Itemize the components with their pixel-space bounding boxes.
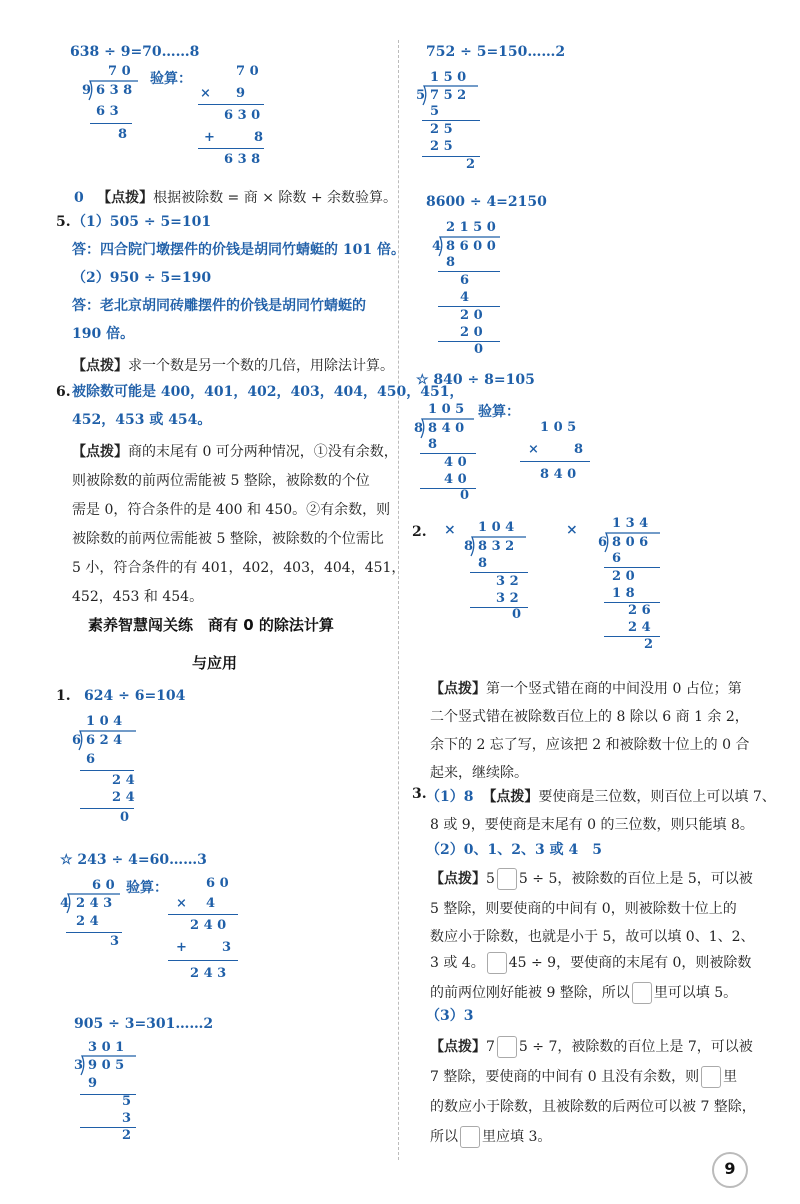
blank-box [497,1036,517,1058]
section-title-cont: 与应用 [192,654,238,672]
hint-text: 里应填 3。 [482,1129,552,1145]
rule-line [198,148,264,149]
q3-part2-hint-2: 5 整除，则要使商的中间有 0，则被除数十位上的 [430,901,737,917]
hint-label: 【点拨】 [430,871,486,887]
hint-text: 里 [723,1069,738,1085]
quotient: 2 1 5 0 [446,220,496,235]
hint-0 [74,187,397,207]
q3-number: 3. [412,786,427,802]
rule-line [168,960,238,961]
equation-8600: 8600 ÷ 4=2150 [426,194,547,210]
hint-label: 【点拨】 [72,444,128,460]
q5-part1-answer: 答：四合院门墩摆件的价钱是胡同竹蜻蜓的 101 倍。 [72,242,405,258]
step: 2 5 [430,139,453,154]
rule-line [470,572,528,573]
step: 6 [460,273,470,288]
factor-b: 8 [574,442,584,457]
equation-905: 905 ÷ 3=301……2 [74,1016,214,1032]
hint-text: 根据被除数 = 商 × 除数 + 余数验算。 [153,190,398,206]
step: 2 4 [112,790,135,805]
q3-part2-hint-3: 数应小于除数，也就是小于 5，故可以填 0、1、2、 [430,929,755,945]
q2-hint-1 [430,678,742,698]
hint-text: 45 ÷ 9，要使商的末尾有 0，则被除数 [508,955,752,971]
blank-box [632,982,652,1004]
rule-line [438,271,500,272]
cross-mark-1: × [444,522,456,538]
s1-equation: 624 ÷ 6=104 [84,688,186,704]
quotient: 7 0 [108,64,131,79]
product: 2 4 0 [190,918,227,933]
column-divider [398,40,399,1160]
factor-b: 9 [236,86,246,101]
remainder: 0 [512,607,522,622]
factor-a: 7 0 [236,64,259,79]
blank-box [701,1066,721,1088]
hint-label: 【点拨】 [430,1039,486,1055]
dividend: 2 4 3 [76,896,113,911]
blank-box [460,1126,480,1148]
step: 6 [86,752,96,767]
step: 8 [478,556,488,571]
step: 2 5 [430,122,453,137]
dividend: 7 5 2 [430,88,467,103]
step: 4 [460,290,470,305]
plus-sign: + [204,130,215,145]
dividend: 6 2 4 [86,733,123,748]
q3-part1-hint-2: 8 或 9，要使商是末尾有 0 的三位数，则只能填 8。 [430,817,754,833]
equation-243: ☆ 243 ÷ 4=60……3 [60,852,207,868]
equation-638: 638 ÷ 9=70……8 [70,44,200,60]
divisor: 5 [416,88,426,103]
hint-label: 【点拨】 [430,681,486,697]
factor-a: 6 0 [206,876,229,891]
q2-hint-2: 二个竖式错在被除数百位上的 8 除以 6 商 1 余 2， [430,709,749,725]
rule-line [198,104,264,105]
quotient: 1 0 4 [478,520,515,535]
step: 5 [122,1094,132,1109]
page-number: 9 [712,1152,748,1188]
dividend: 9 0 5 [88,1058,125,1073]
dividend: 8 6 0 0 [446,239,496,254]
rule-line [80,770,134,771]
q3-part3-hint-4 [430,1126,551,1148]
dividend: 6 3 8 [96,83,133,98]
q6-answer-b: 452，453 或 454。 [72,412,212,428]
times-sign: × [200,86,211,101]
q3-part2-hint-1 [430,868,753,890]
remainder: 0 [120,810,130,825]
rule-line [422,120,480,121]
step: 4 0 [444,472,467,487]
remainder: 0 [460,488,470,503]
q6-hint-4: 被除数的前两位需能被 5 整除，被除数的个位需比 [72,531,384,547]
check-label: 验算： [478,404,520,420]
remainder: 2 [644,637,654,652]
step: 8 [446,255,456,270]
q3-part2-hint-5 [430,982,737,1004]
quotient: 1 5 0 [430,70,467,85]
q6-number: 6. [56,384,71,400]
step: 2 4 [628,620,651,635]
step: 1 8 [612,586,635,601]
step: 2 6 [628,603,651,618]
dividend: 8 0 6 [612,535,649,550]
divisor: 6 [598,535,608,550]
q5-part2-answer-a: 答：老北京胡同砖雕摆件的价钱是胡同竹蜻蜓的 [72,298,366,314]
step: 2 0 [460,308,483,323]
result: 6 3 8 [224,152,261,167]
hint-text: 5 ÷ 7，被除数的百位上是 7，可以被 [518,1039,753,1055]
remainder: 2 [122,1128,132,1143]
q2-hint-3: 余下的 2 忘了写，应该把 2 和被除数十位上的 0 合 [430,737,750,753]
remainder: 3 [110,934,120,949]
q3-part2-hint-4 [430,952,751,974]
hint-text: 求一个数是另一个数的几倍，用除法计算。 [128,358,394,374]
hint-text: 所以 [430,1129,458,1145]
section-title: 素养智慧闯关练 商有 0 的除法计算 [88,616,334,634]
q2-hint-4: 起来，继续除。 [430,765,528,781]
q3-part1-answer: （1）8 [426,789,474,805]
quotient: 1 0 4 [86,714,123,729]
step: 6 [612,551,622,566]
blank-box [487,952,507,974]
divisor: 6 [72,733,82,748]
addend: 8 [254,130,264,145]
product: 6 3 0 [224,108,261,123]
result: 8 4 0 [540,467,577,482]
divisor: 4 [432,239,442,254]
step: 8 [428,437,438,452]
q6-hint-2: 则被除数的前两位需能被 5 整除，被除数的个位 [72,473,370,489]
hint-text: 里可以填 5。 [653,985,738,1001]
hint-text: 商的末尾有 0 可分两种情况，①没有余数， [128,444,398,460]
blank-box [497,868,517,890]
quotient: 1 0 5 [428,402,465,417]
remainder: 8 [118,127,128,142]
hint-label: 【点拨】 [482,789,539,805]
hint-label: 【点拨】 [72,358,128,374]
hint-text: 5 ÷ 5，被除数的百位上是 5，可以被 [518,871,753,887]
step: 3 [122,1111,132,1126]
quotient: 1 3 4 [612,516,649,531]
rule-line [420,453,476,454]
result: 2 4 3 [190,966,227,981]
rule-line [80,808,134,809]
q3-part1 [426,786,776,806]
q6-hint-6: 452，453 和 454。 [72,589,204,605]
q3-part3-answer: （3）3 [426,1008,474,1024]
q3-part3-hint-1 [430,1036,753,1058]
q2-number: 2. [412,524,427,540]
q6-hint-3: 需是 0，符合条件的是 400 和 450。②有余数，则 [72,502,391,518]
q5-number: 5. [56,214,71,230]
cross-mark-2: × [566,522,578,538]
step: 2 4 [76,914,99,929]
times-sign: × [528,442,539,457]
divisor: 9 [82,83,92,98]
q6-answer-a: 被除数可能是 400，401，402，403，404，450，451， [72,384,464,400]
step: 5 [430,104,440,119]
equation-840: ☆ 840 ÷ 8=105 [416,372,535,388]
equation-752: 752 ÷ 5=150……2 [426,44,566,60]
rule-line [604,567,660,568]
step: 6 3 [96,104,119,119]
hint-text: 5 [486,871,495,887]
q3-part2-answer: （2）0、1、2、3 或 4 5 [426,842,602,858]
rule-line [438,306,500,307]
divisor: 4 [60,896,70,911]
divisor: 8 [464,539,474,554]
quotient: 6 0 [92,878,115,893]
rule-line [520,461,590,462]
q3-part3-hint-2 [430,1066,737,1088]
remainder: 2 [466,157,476,172]
quotient: 3 0 1 [88,1040,125,1055]
step: 2 0 [460,325,483,340]
addend: 3 [222,940,232,955]
remainder: 0 [474,342,484,357]
factor-b: 4 [206,896,216,911]
step: 4 0 [444,455,467,470]
q6-hint-5: 5 小，符合条件的有 401，402，403，404，451， [72,560,406,576]
step: 3 2 [496,574,519,589]
hint-text: 7 [486,1039,495,1055]
rule-line [66,932,122,933]
hint-text: 要使商是三位数，则百位上可以填 7、 [538,789,776,805]
hint-label: 【点拨】 [97,190,154,206]
q6-hint-1 [72,441,398,461]
step: 2 0 [612,569,635,584]
hint-text: 的前两位刚好能被 9 整除，所以 [430,985,630,1001]
hint-text: 第一个竖式错在商的中间没用 0 占位；第 [486,681,742,697]
dividend: 8 3 2 [478,539,515,554]
q5-part2-answer-b: 190 倍。 [72,326,135,342]
divisor: 3 [74,1058,84,1073]
rule-line [168,914,238,915]
step: 3 2 [496,591,519,606]
rule-line [438,341,500,342]
check-label: 验算： [150,71,192,87]
check-label: 验算： [126,880,168,896]
q3-part3-hint-3: 的数应小于除数，且被除数的后两位可以被 7 整除， [430,1099,756,1115]
divisor: 8 [414,421,424,436]
times-sign: × [176,896,187,911]
step: 9 [88,1076,98,1091]
s1-number: 1. [56,688,71,704]
q5-hint [72,355,394,375]
rule-line [90,123,132,124]
q5-part2: （2）950 ÷ 5=190 [72,270,212,286]
hint-text: 3 或 4。 [430,955,485,971]
q5-part1: （1）505 ÷ 5=101 [72,214,212,230]
dividend: 8 4 0 [428,421,465,436]
hint-text: 7 整除，要使商的中间有 0 且没有余数，则 [430,1069,700,1085]
plus-sign: + [176,940,187,955]
answer-zero: 0 [74,190,84,206]
step: 2 4 [112,773,135,788]
factor-a: 1 0 5 [540,420,577,435]
